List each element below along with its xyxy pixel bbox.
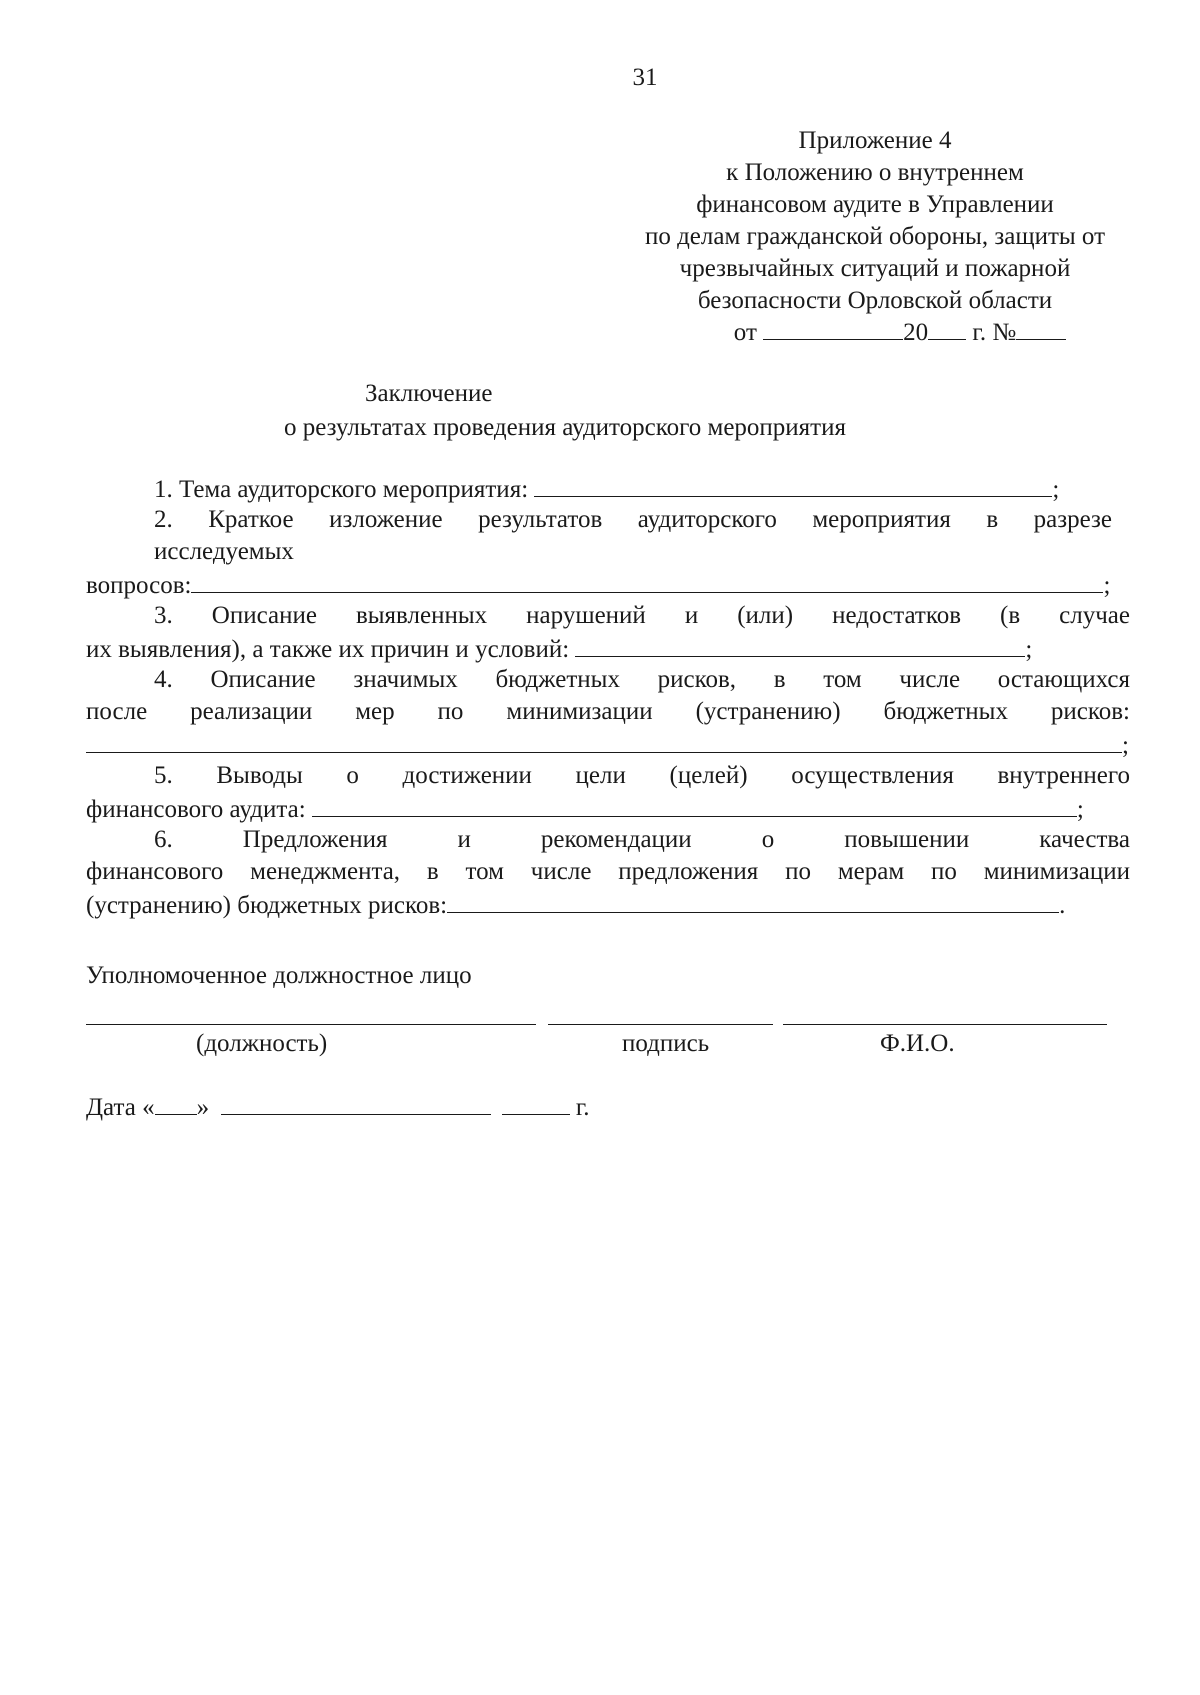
item-4-line-3 bbox=[86, 728, 1130, 760]
item-3-line-1: 3. Описание выявленных нарушений и (или) недостатков (в случае bbox=[154, 602, 1130, 629]
semicolon: ; bbox=[1076, 796, 1084, 823]
title-subline: о результатах проведения аудиторского мероприятия bbox=[284, 414, 846, 441]
date-label: Дата « bbox=[86, 1094, 155, 1121]
appendix-line: финансовом аудите в Управлении bbox=[696, 191, 1054, 218]
semicolon: ; bbox=[1052, 476, 1060, 503]
signature-line bbox=[548, 1024, 773, 1025]
item-6-line-1: 6. Предложения и рекомендации о повышении качества bbox=[154, 826, 1130, 853]
item-5-line-2 bbox=[86, 792, 1130, 824]
semicolon: ; bbox=[1025, 636, 1033, 663]
item-1-blank bbox=[534, 472, 1052, 497]
appendix-number-label: г. № bbox=[972, 319, 1017, 346]
item-2-blank bbox=[191, 568, 1103, 593]
item-1 bbox=[86, 472, 1130, 504]
period: . bbox=[1059, 892, 1066, 919]
item-2-line-3 bbox=[86, 568, 1130, 600]
appendix-line: по делам гражданской обороны, защиты от bbox=[644, 223, 1106, 250]
name-line bbox=[783, 1024, 1107, 1025]
date-row bbox=[86, 1090, 590, 1122]
item-6-line-2: финансового менеджмента, в том числе предложения по мерам по минимизации bbox=[86, 858, 1130, 885]
date-day-blank bbox=[155, 1090, 197, 1115]
item-1-text: 1. Тема аудиторского мероприятия: bbox=[154, 476, 529, 503]
appendix-line: к Положению о внутреннем bbox=[726, 159, 1024, 186]
date-year-suffix: г. bbox=[575, 1094, 590, 1121]
item-5-blank bbox=[312, 792, 1077, 817]
item-2-label: вопросов: bbox=[86, 572, 192, 599]
item-2-line-1: 2. Краткое изложение результатов аудиторского мероприятия в разрезе bbox=[154, 506, 1112, 533]
signer-label: Уполномоченное должностное лицо bbox=[86, 962, 472, 989]
title-line: Заключение bbox=[365, 380, 493, 407]
document-body bbox=[86, 472, 1130, 920]
item-3-label: их выявления), а также их причин и условий: bbox=[86, 636, 570, 663]
item-2-line-2: исследуемых bbox=[154, 538, 294, 565]
appendix-year-prefix: 20 bbox=[903, 319, 929, 346]
semicolon: ; bbox=[1122, 732, 1129, 759]
item-6-line-3 bbox=[86, 888, 1130, 920]
item-5-line-1: 5. Выводы о достижении цели (целей) осуществления внутреннего bbox=[154, 762, 1130, 789]
item-4-line-1: 4. Описание значимых бюджетных рисков, в том числе остающихся bbox=[154, 666, 1130, 693]
name-label: Ф.И.О. bbox=[880, 1030, 955, 1057]
appendix-number-blank bbox=[1016, 317, 1066, 340]
item-6-blank bbox=[447, 888, 1059, 913]
position-label: (должность) bbox=[196, 1030, 328, 1057]
item-3-line-2 bbox=[86, 632, 1130, 664]
appendix-line: чрезвычайных ситуаций и пожарной bbox=[679, 255, 1071, 282]
item-4-blank bbox=[86, 728, 1122, 753]
appendix-line: безопасности Орловской области bbox=[697, 287, 1053, 314]
item-4-line-2: после реализации мер по минимизации (устранению) бюджетных рисков: bbox=[86, 698, 1130, 725]
position-line bbox=[86, 1024, 536, 1025]
date-month-blank bbox=[221, 1090, 491, 1115]
semicolon: ; bbox=[1103, 572, 1111, 599]
appendix-date-blank bbox=[763, 317, 903, 340]
page-number: 31 bbox=[632, 64, 658, 91]
item-5-label: финансового аудита: bbox=[86, 796, 306, 823]
appendix-from-label: от bbox=[733, 319, 757, 346]
item-6-label: (устранению) бюджетных рисков: bbox=[86, 892, 448, 919]
appendix-line: Приложение 4 bbox=[798, 127, 952, 154]
date-close-quote: » bbox=[196, 1094, 210, 1121]
date-year-blank bbox=[502, 1090, 570, 1115]
appendix-year-blank bbox=[928, 317, 966, 340]
appendix-header bbox=[580, 125, 1170, 349]
signature-label: подпись bbox=[622, 1030, 710, 1057]
item-3-blank bbox=[575, 632, 1025, 657]
appendix-date-line bbox=[580, 317, 1170, 349]
